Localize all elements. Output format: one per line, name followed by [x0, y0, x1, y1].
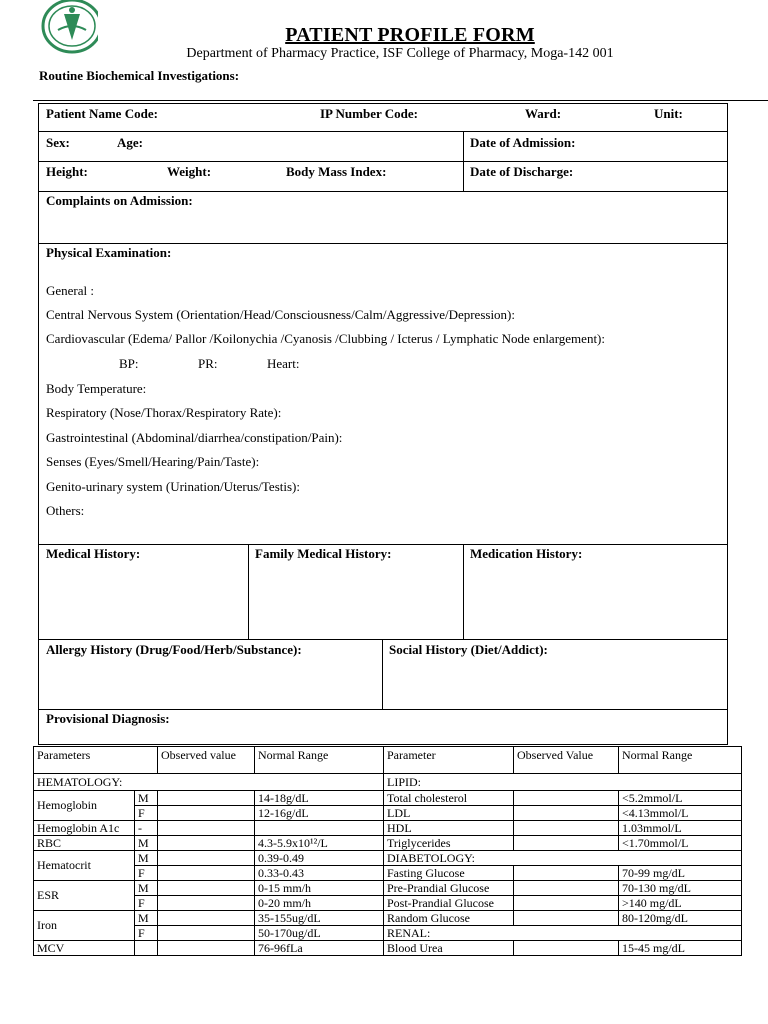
- observed2-cell[interactable]: [514, 866, 619, 881]
- observed-cell[interactable]: [158, 821, 255, 836]
- range2-cell: <1.70mmol/L: [619, 836, 742, 851]
- range2-cell: 70-99 mg/dL: [619, 866, 742, 881]
- patient-profile-form: [38, 103, 728, 745]
- table-row: [34, 911, 742, 926]
- height-label: Height:: [46, 164, 88, 179]
- family-history-label: Family Medical History:: [255, 546, 392, 561]
- sex-cell: M: [135, 911, 158, 926]
- sex-cell: M: [135, 791, 158, 806]
- observed-cell[interactable]: [158, 911, 255, 926]
- range-cell: 0.33-0.43: [255, 866, 384, 881]
- sex-cell: M: [135, 881, 158, 896]
- param2-cell: LDL: [384, 806, 514, 821]
- sex-cell: M: [135, 851, 158, 866]
- table-row: [34, 791, 742, 806]
- section-heading: Routine Biochemical Investigations:: [39, 68, 240, 83]
- date-of-admission-label: Date of Admission:: [470, 135, 576, 150]
- sex-cell: F: [135, 926, 158, 941]
- col-header: Normal Range: [255, 747, 384, 774]
- col-header: Normal Range: [619, 747, 742, 774]
- cardio-label: Cardiovascular (Edema/ Pallor /Koilonychia /Cyanosis /Clubbing / Icterus / Lymphatic Node enlargement):: [46, 331, 605, 346]
- department-subtitle: Department of Pharmacy Practice, ISF College of Pharmacy, Moga-142 001: [186, 46, 614, 61]
- range-cell: 0-15 mm/h: [255, 881, 384, 896]
- sex-cell: F: [135, 896, 158, 911]
- table-row: [34, 836, 742, 851]
- range2-cell: 1.03mmol/L: [619, 821, 742, 836]
- table-row: [34, 881, 742, 896]
- table-row: [34, 926, 742, 941]
- range2-cell: <4.13mmol/L: [619, 806, 742, 821]
- ip-number-code-label: IP Number Code:: [320, 106, 418, 121]
- allergy-history-label: Allergy History (Drug/Food/Herb/Substance):: [46, 642, 302, 657]
- respiratory-label: Respiratory (Nose/Thorax/Respiratory Rate):: [46, 405, 282, 420]
- range-cell: 0-20 mm/h: [255, 896, 384, 911]
- ward-label: Ward:: [525, 106, 562, 121]
- observed2-cell[interactable]: [514, 821, 619, 836]
- observed-cell[interactable]: [158, 881, 255, 896]
- observed-cell[interactable]: [158, 851, 255, 866]
- divider: [33, 100, 768, 101]
- table-row: [34, 941, 742, 956]
- col-header: Parameter: [384, 747, 514, 774]
- sex-cell: M: [135, 836, 158, 851]
- cns-label: Central Nervous System (Orientation/Head/Consciousness/Calm/Aggressive/Depression):: [46, 307, 516, 322]
- unit-label: Unit:: [654, 106, 683, 121]
- table-header-row: [34, 747, 742, 774]
- section-label: DIABETOLOGY:: [384, 851, 742, 866]
- sex-cell: F: [135, 866, 158, 881]
- table-row: [34, 851, 742, 866]
- range2-cell: 80-120mg/dL: [619, 911, 742, 926]
- patient-name-code-label: Patient Name Code:: [46, 106, 158, 121]
- lab-parameters-table: [33, 746, 742, 956]
- observed2-cell[interactable]: [514, 896, 619, 911]
- form-title: PATIENT PROFILE FORM: [285, 24, 535, 46]
- param2-cell: Random Glucose: [384, 911, 514, 926]
- senses-label: Senses (Eyes/Smell/Hearing/Pain/Taste):: [46, 454, 260, 469]
- bp-label: BP:: [119, 356, 139, 371]
- range-cell: 4.3-5.9x10¹²/L: [255, 836, 384, 851]
- param2-cell: Pre-Prandial Glucose: [384, 881, 514, 896]
- gastrointestinal-label: Gastrointestinal (Abdominal/diarrhea/constipation/Pain):: [46, 430, 343, 445]
- param2-cell: Total cholesterol: [384, 791, 514, 806]
- range2-cell: <5.2mmol/L: [619, 791, 742, 806]
- observed-cell[interactable]: [158, 926, 255, 941]
- range-cell: 50-170ug/dL: [255, 926, 384, 941]
- table-row: [34, 896, 742, 911]
- heart-label: Heart:: [267, 356, 300, 371]
- param-cell: Iron: [34, 911, 135, 941]
- param-cell: Hemoglobin: [34, 791, 135, 821]
- observed-cell[interactable]: [158, 866, 255, 881]
- param2-cell: Post-Prandial Glucose: [384, 896, 514, 911]
- observed2-cell[interactable]: [514, 881, 619, 896]
- param-cell: Hemoglobin A1c: [34, 821, 135, 836]
- param2-cell: Blood Urea: [384, 941, 514, 956]
- age-label: Age:: [117, 135, 143, 150]
- observed2-cell[interactable]: [514, 806, 619, 821]
- param-cell: Hematocrit: [34, 851, 135, 881]
- col-header: Observed value: [158, 747, 255, 774]
- date-of-discharge-label: Date of Discharge:: [470, 164, 574, 179]
- table-row: [34, 821, 742, 836]
- body-temperature-label: Body Temperature:: [46, 381, 147, 396]
- observed-cell[interactable]: [158, 806, 255, 821]
- range2-cell: >140 mg/dL: [619, 896, 742, 911]
- observed-cell[interactable]: [158, 941, 255, 956]
- complaints-label: Complaints on Admission:: [46, 193, 193, 208]
- pr-label: PR:: [198, 356, 218, 371]
- observed-cell[interactable]: [158, 836, 255, 851]
- observed-cell[interactable]: [158, 791, 255, 806]
- medical-history-label: Medical History:: [46, 546, 141, 561]
- provisional-diagnosis-label: Provisional Diagnosis:: [46, 711, 170, 726]
- bmi-label: Body Mass Index:: [286, 164, 387, 179]
- sex-cell: -: [135, 821, 158, 836]
- weight-label: Weight:: [167, 164, 212, 179]
- genito-urinary-label: Genito-urinary system (Urination/Uterus/Testis):: [46, 479, 300, 494]
- sex-label: Sex:: [46, 135, 70, 150]
- param-cell: MCV: [34, 941, 135, 956]
- range2-cell: 70-130 mg/dL: [619, 881, 742, 896]
- col-header: Observed Value: [514, 747, 619, 774]
- others-label: Others:: [46, 503, 85, 518]
- table-row: [34, 774, 742, 791]
- physical-exam-label: Physical Examination:: [46, 245, 172, 260]
- col-header: Parameters: [34, 747, 158, 774]
- observed-cell[interactable]: [158, 896, 255, 911]
- observed2-cell[interactable]: [514, 791, 619, 806]
- observed2-cell[interactable]: [514, 836, 619, 851]
- param2-cell: Fasting Glucose: [384, 866, 514, 881]
- section-label: RENAL:: [384, 926, 742, 941]
- section-label: LIPID:: [384, 774, 742, 791]
- range-cell: 14-18g/dL: [255, 791, 384, 806]
- medication-history-label: Medication History:: [470, 546, 583, 561]
- range2-cell: 15-45 mg/dL: [619, 941, 742, 956]
- range-cell: 12-16g/dL: [255, 806, 384, 821]
- social-history-label: Social History (Diet/Addict):: [389, 642, 548, 657]
- general-label: General :: [46, 283, 95, 298]
- range-cell: [255, 821, 384, 836]
- param2-cell: Triglycerides: [384, 836, 514, 851]
- sex-cell: [135, 941, 158, 956]
- observed2-cell[interactable]: [514, 911, 619, 926]
- sex-cell: F: [135, 806, 158, 821]
- param-cell: ESR: [34, 881, 135, 911]
- table-row: [34, 866, 742, 881]
- range-cell: 0.39-0.49: [255, 851, 384, 866]
- range-cell: 76-96fLa: [255, 941, 384, 956]
- observed2-cell[interactable]: [514, 941, 619, 956]
- section-label: HEMATOLOGY:: [34, 774, 384, 791]
- param-cell: RBC: [34, 836, 135, 851]
- table-row: [34, 806, 742, 821]
- range-cell: 35-155ug/dL: [255, 911, 384, 926]
- param2-cell: HDL: [384, 821, 514, 836]
